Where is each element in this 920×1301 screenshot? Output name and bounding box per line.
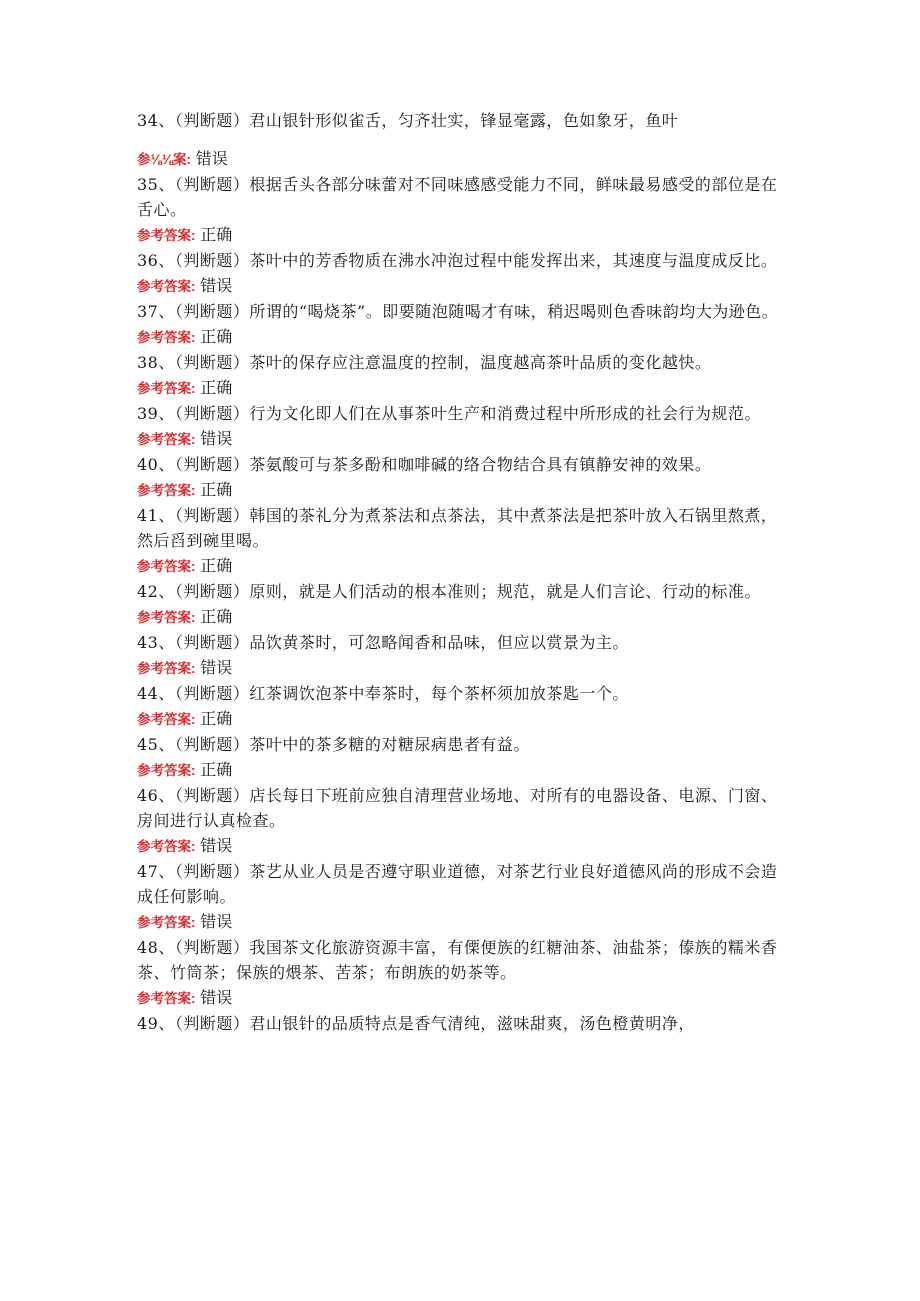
answer-line xyxy=(137,757,787,783)
question-text: 37、（判断题）所谓的“喝烧茶”。即要随泡随喝才有味，稍迟喝则色香味韵均大为逊色。 xyxy=(137,302,779,321)
answer-label: 参考答案: xyxy=(137,330,196,345)
answer-label: 参考答案: xyxy=(137,279,196,294)
question-text: 41、（判断题）韩国的茶礼分为煮茶法和点茶法，其中煮茶法是把茶叶放入石锅里熬煮，然后舀到碗里喝。 xyxy=(137,506,778,550)
question-text: 48、（判断题）我国茶文化旅游资源丰富，有傈便族的红糖油茶、油盐茶；傣族的糯米香茶、竹筒茶；保族的煨茶、苦茶；布朗族的奶茶等。 xyxy=(137,938,778,982)
answer-label: 参考答案: xyxy=(137,432,196,447)
answer-line xyxy=(137,477,787,503)
answer-value: 正确 xyxy=(200,556,233,575)
answer-label: 参考答案: xyxy=(137,763,196,778)
question-text: 40、（判断题）茶氨酸可与茶多酚和咖啡碱的络合物结合具有镇静安神的效果。 xyxy=(137,455,712,474)
question-text: 45、（判断题）茶叶中的茶多糖的对糖尿病患者有益。 xyxy=(137,735,530,754)
question-text: 43、（判断题）品饮黄茶时，可忽略闻香和品味，但应以赏景为主。 xyxy=(137,633,629,652)
answer-label: 参考答案: xyxy=(137,381,196,396)
answer-line xyxy=(137,553,787,579)
document-page xyxy=(137,108,787,1036)
answer-line xyxy=(137,833,787,859)
answer-line xyxy=(137,146,787,172)
question-text: 34、（判断题）君山银针形似雀舌，匀齐壮实，锋显毫露，色如象牙，鱼叶 xyxy=(137,111,679,130)
question-list xyxy=(137,108,787,1036)
answer-label: 参⅛⅛案: xyxy=(137,152,192,167)
answer-value: 错误 xyxy=(195,149,228,168)
question-text: 42、（判断题）原则，就是人们活动的根本准则；规范，就是人们言论、行动的标准。 xyxy=(137,582,761,601)
question-text: 35、（判断题）根据舌头各部分味蕾对不同味感感受能力不同，鲜味最易感受的部位是在舌心。 xyxy=(137,175,778,219)
question-text: 46、（判断题）店长每日下班前应独自清理营业场地、对所有的电器设备、电源、门窗、房间进行认真检查。 xyxy=(137,786,778,830)
answer-value: 正确 xyxy=(200,225,233,244)
question-text: 39、（判断题）行为文化即人们在从事茶叶生产和消费过程中所形成的社会行为规范。 xyxy=(137,404,761,423)
answer-line xyxy=(137,985,787,1011)
question-text: 47、（判断题）茶艺从业人员是否遵守职业道德，对茶艺行业良好道德风尚的形成不会造成任何影响。 xyxy=(137,862,778,906)
answer-label: 参考答案: xyxy=(137,991,196,1006)
answer-line xyxy=(137,324,787,350)
answer-label: 参考答案: xyxy=(137,839,196,854)
answer-value: 正确 xyxy=(200,760,233,779)
question-text: 49、（判断题）君山银针的品质特点是香气清纯，滋味甜爽，汤色橙黄明净， xyxy=(137,1014,695,1033)
answer-label: 参考答案: xyxy=(137,661,196,676)
question-text: 44、（判断题）红茶调饮泡茶中奉茶时，每个茶杯须加放茶匙一个。 xyxy=(137,684,629,703)
answer-value: 错误 xyxy=(200,276,233,295)
answer-label: 参考答案: xyxy=(137,559,196,574)
answer-value: 正确 xyxy=(200,378,233,397)
answer-label: 参考答案: xyxy=(137,610,196,625)
answer-value: 错误 xyxy=(200,912,233,931)
answer-value: 正确 xyxy=(200,607,233,626)
answer-label: 参考答案: xyxy=(137,228,196,243)
answer-value: 错误 xyxy=(200,429,233,448)
question-text: 38、（判断题）茶叶的保存应注意温度的控制，温度越高茶叶品质的变化越快。 xyxy=(137,353,712,372)
answer-value: 错误 xyxy=(200,658,233,677)
answer-label: 参考答案: xyxy=(137,483,196,498)
answer-value: 错误 xyxy=(200,988,233,1007)
answer-label: 参考答案: xyxy=(137,712,196,727)
answer-label: 参考答案: xyxy=(137,915,196,930)
answer-value: 正确 xyxy=(200,709,233,728)
answer-line xyxy=(137,655,787,681)
answer-value: 正确 xyxy=(200,327,233,346)
answer-value: 正确 xyxy=(200,480,233,499)
answer-value: 错误 xyxy=(200,836,233,855)
answer-line xyxy=(137,909,787,935)
answer-line xyxy=(137,375,787,401)
answer-line xyxy=(137,222,787,248)
answer-line xyxy=(137,273,787,299)
answer-line xyxy=(137,604,787,630)
answer-line xyxy=(137,706,787,732)
question-text: 36、（判断题）茶叶中的芳香物质在沸水冲泡过程中能发挥出来，其速度与温度成反比。 xyxy=(137,251,778,270)
answer-line xyxy=(137,426,787,452)
